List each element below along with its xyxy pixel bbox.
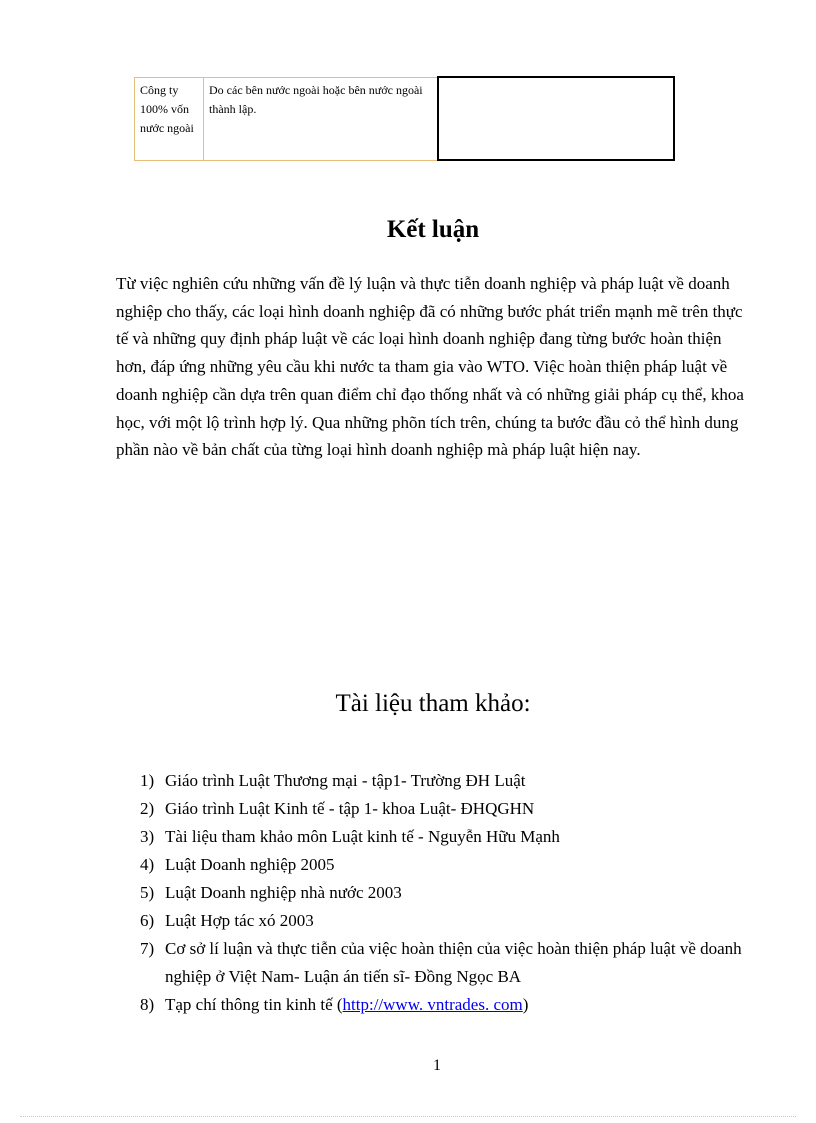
- list-item: [140, 851, 760, 879]
- reference-link[interactable]: http://www. vntrades. com: [342, 995, 523, 1014]
- list-number: 1): [140, 771, 155, 790]
- company-type-table: [134, 76, 675, 161]
- company-description-cell: Do các bên nước ngoài hoặc bên nước ngoài thành lập.: [204, 77, 439, 160]
- list-item: [140, 823, 760, 851]
- table-row: [135, 77, 675, 160]
- list-item: [140, 991, 760, 1019]
- list-number: 3): [140, 827, 155, 846]
- list-number: 7): [140, 939, 155, 958]
- reference-text: Giáo trình Luật Thương mại - tập1- Trường ĐH Luật: [165, 771, 526, 790]
- reference-text: Luật Hợp tác xó 2003: [165, 911, 314, 930]
- reference-text-end: ): [522, 995, 529, 1014]
- list-number: 4): [140, 855, 155, 874]
- list-number: 5): [140, 883, 155, 902]
- page-bottom-divider: [20, 1116, 796, 1117]
- list-number: 8): [140, 995, 155, 1014]
- list-item: [140, 795, 760, 823]
- company-type-cell: Công ty 100% vốn nước ngoài: [135, 77, 204, 160]
- list-item: [140, 879, 760, 907]
- references-heading: Tài liệu tham khảo:: [335, 690, 531, 717]
- reference-text: Luật Doanh nghiệp nhà nước 2003: [165, 883, 402, 902]
- references-list: [140, 767, 760, 1019]
- conclusion-heading: Kết luận: [386, 216, 480, 243]
- reference-text: Tài liệu tham khảo môn Luật kinh tế - Nguyễn Hữu Mạnh: [165, 827, 560, 846]
- page-number: 1: [433, 1057, 441, 1074]
- reference-text: Cơ sở lí luận và thực tiễn của việc hoàn thiện của việc hoàn thiện pháp luật về doanh nghiệp ở Việt Nam- Luận án tiến sĩ- Đồng Ngọc BA: [165, 939, 742, 986]
- conclusion-paragraph: Từ việc nghiên cứu những vấn đề lý luận và thực tiễn doanh nghiệp và pháp luật về doanh nghiệp cho thấy, các loại hình doanh nghiệp đã có những bước phát triển mạnh mẽ trên thực tế và những quy định pháp luật về các loại hình doanh nghiệp đang từng bước hoàn thiện hơn, đáp ứng những yêu cầu khi nước ta tham gia vào WTO. Việc hoàn thiện pháp luật về doanh nghiệp cần dựa trên quan điểm chỉ đạo thống nhất và có những giải pháp cụ thể, khoa học, với một lộ trình hợp lý. Qua những phõn tích trên, chúng ta bước đầu cỏ thể hình dung phần nào về bản chất của từng loại hình doanh nghiệp mà pháp luật hiện nay.: [116, 274, 744, 460]
- reference-text: Luật Doanh nghiệp 2005: [165, 855, 335, 874]
- list-item: [140, 935, 760, 991]
- reference-text: Giáo trình Luật Kinh tế - tập 1- khoa Luật- ĐHQGHN: [165, 799, 535, 818]
- list-number: 6): [140, 911, 155, 930]
- list-item: [140, 907, 760, 935]
- list-number: 2): [140, 799, 155, 818]
- reference-text: Tạp chí thông tin kinh tế (: [165, 995, 343, 1014]
- empty-cell: [438, 77, 674, 160]
- list-item: [140, 767, 760, 795]
